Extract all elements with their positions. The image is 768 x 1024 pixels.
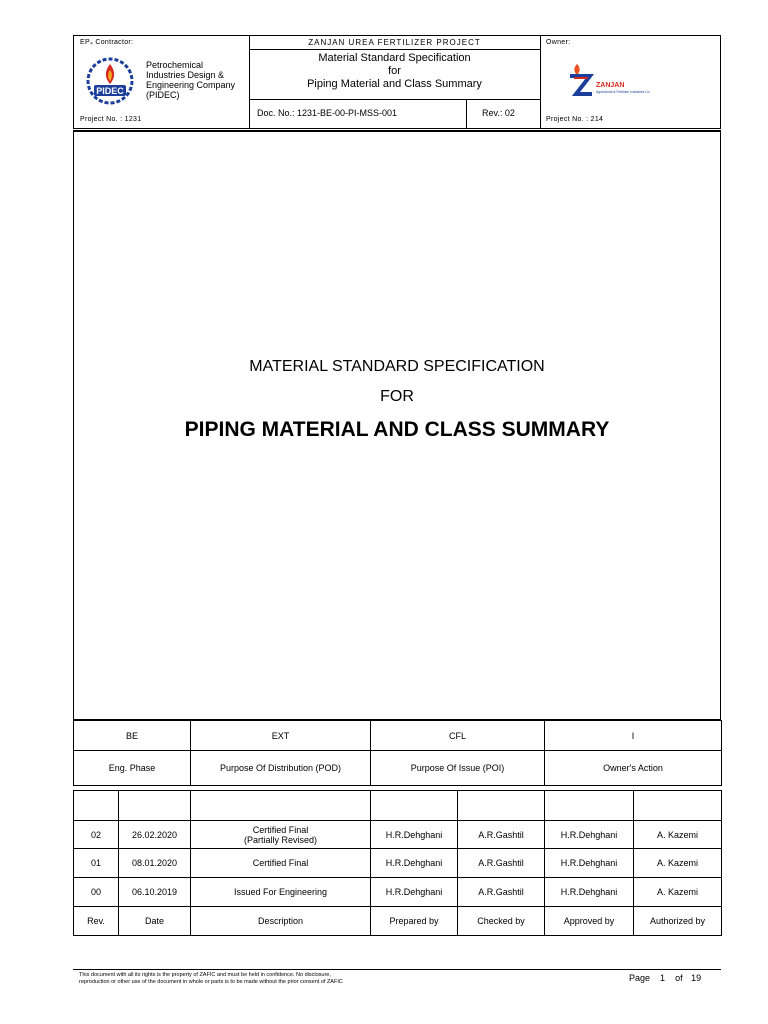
prepared-by-cell: H.R.Dehghani (371, 821, 458, 849)
column-header: Approved by (545, 907, 634, 936)
rev-cell: 02 (74, 821, 119, 849)
column-header: Date (119, 907, 191, 936)
notice-line: reproduction or other use of the document in whole or parts is to be made without the prior consent of ZAFIC (79, 979, 343, 985)
revision-row (74, 878, 722, 907)
page-number (629, 973, 707, 983)
company-line: Petrochemical (146, 60, 204, 70)
spec-line: for (388, 65, 401, 77)
rev-cell: 00 (74, 878, 119, 907)
date-cell: 06.10.2019 (119, 878, 191, 907)
status-label-cell: Purpose Of Distribution (POD) (191, 751, 371, 786)
table-cell (74, 791, 119, 821)
status-label-cell: Purpose Of Issue (POI) (371, 751, 545, 786)
document-number: Doc. No.: 1231-BE-00-PI-MSS-001 (257, 108, 398, 118)
revision-number: Rev.: 02 (482, 108, 515, 118)
company-line: (PIDEC) (146, 90, 180, 100)
table-cell (545, 791, 634, 821)
status-table (73, 720, 722, 786)
confidentiality-notice (79, 972, 343, 986)
column-header: Description (191, 907, 371, 936)
page-label: Page (629, 973, 651, 983)
page-footer (73, 969, 721, 985)
authorized-by-cell: A. Kazemi (634, 878, 722, 907)
spec-line: Piping Material and Class Summary (307, 78, 482, 90)
notice-line: This document with all its rights is the property of ZAFIC and must be held in confidence. No disclosure, (79, 972, 331, 978)
approved-by-cell: H.R.Dehghani (545, 821, 634, 849)
spec-title-block (249, 52, 540, 91)
company-line: Industries Design & (146, 70, 225, 80)
status-code-row (74, 721, 722, 751)
column-header: Prepared by (371, 907, 458, 936)
project-number-left: Project No. : 1231 (80, 116, 142, 123)
revision-row-blank (74, 791, 722, 821)
zanjan-logo-subtext: Agricultural & Fertilizer Industries Co. (596, 90, 651, 94)
project-title: ZANJAN UREA FERTILIZER PROJECT (308, 38, 481, 47)
project-number-right: Project No. : 214 (546, 116, 604, 123)
page-total: 19 (691, 973, 702, 983)
authorized-by-cell: A. Kazemi (634, 849, 722, 878)
prepared-by-cell: H.R.Dehghani (371, 878, 458, 907)
page-of: of (675, 973, 683, 983)
revision-header-row (74, 907, 722, 936)
status-label-cell: Eng. Phase (74, 751, 191, 786)
column-header: Checked by (458, 907, 545, 936)
status-label-row (74, 751, 722, 786)
status-code-cell: I (545, 721, 722, 751)
company-name (146, 60, 235, 100)
spec-line: Material Standard Specification (318, 52, 471, 64)
date-cell: 08.01.2020 (119, 849, 191, 878)
authorized-by-cell: A. Kazemi (634, 821, 722, 849)
description-cell: Certified Final (191, 849, 371, 878)
table-cell (371, 791, 458, 821)
column-header: Authorized by (634, 907, 722, 936)
checked-by-cell: A.R.Gashtil (458, 821, 545, 849)
column-header: Rev. (74, 907, 119, 936)
page-current: 1 (660, 973, 666, 983)
company-line: Engineering Company (146, 80, 236, 90)
revision-row (74, 849, 722, 878)
zanjan-logo-text: ZANJAN (596, 82, 625, 89)
revision-table (73, 790, 722, 936)
document-header (73, 35, 721, 129)
zanjan-logo (568, 60, 688, 100)
status-code-cell: CFL (371, 721, 545, 751)
title-area (73, 130, 721, 720)
rev-cell: 01 (74, 849, 119, 878)
title-line-2: FOR (380, 388, 414, 405)
date-cell: 26.02.2020 (119, 821, 191, 849)
checked-by-cell: A.R.Gashtil (458, 849, 545, 878)
table-cell (119, 791, 191, 821)
table-cell (634, 791, 722, 821)
revision-row (74, 821, 722, 849)
status-label-cell: Owner's Action (545, 751, 722, 786)
checked-by-cell: A.R.Gashtil (458, 878, 545, 907)
table-cell (191, 791, 371, 821)
status-code-cell: BE (74, 721, 191, 751)
table-cell (458, 791, 545, 821)
approved-by-cell: H.R.Dehghani (545, 878, 634, 907)
pidec-logo-text: PIDEC (96, 86, 124, 96)
document-title: PIPING MATERIAL AND CLASS SUMMARY (184, 418, 610, 441)
status-code-cell: EXT (191, 721, 371, 751)
approved-by-cell: H.R.Dehghani (545, 849, 634, 878)
prepared-by-cell: H.R.Dehghani (371, 849, 458, 878)
description-cell: Issued For Engineering (191, 878, 371, 907)
title-line-1: MATERIAL STANDARD SPECIFICATION (249, 358, 545, 375)
pidec-logo (82, 56, 138, 106)
owner-label: Owner: (546, 39, 571, 46)
description-cell: Certified Final (Partially Revised) (191, 821, 371, 849)
epc-contractor-label: EP₄ Contractor: (80, 39, 134, 46)
